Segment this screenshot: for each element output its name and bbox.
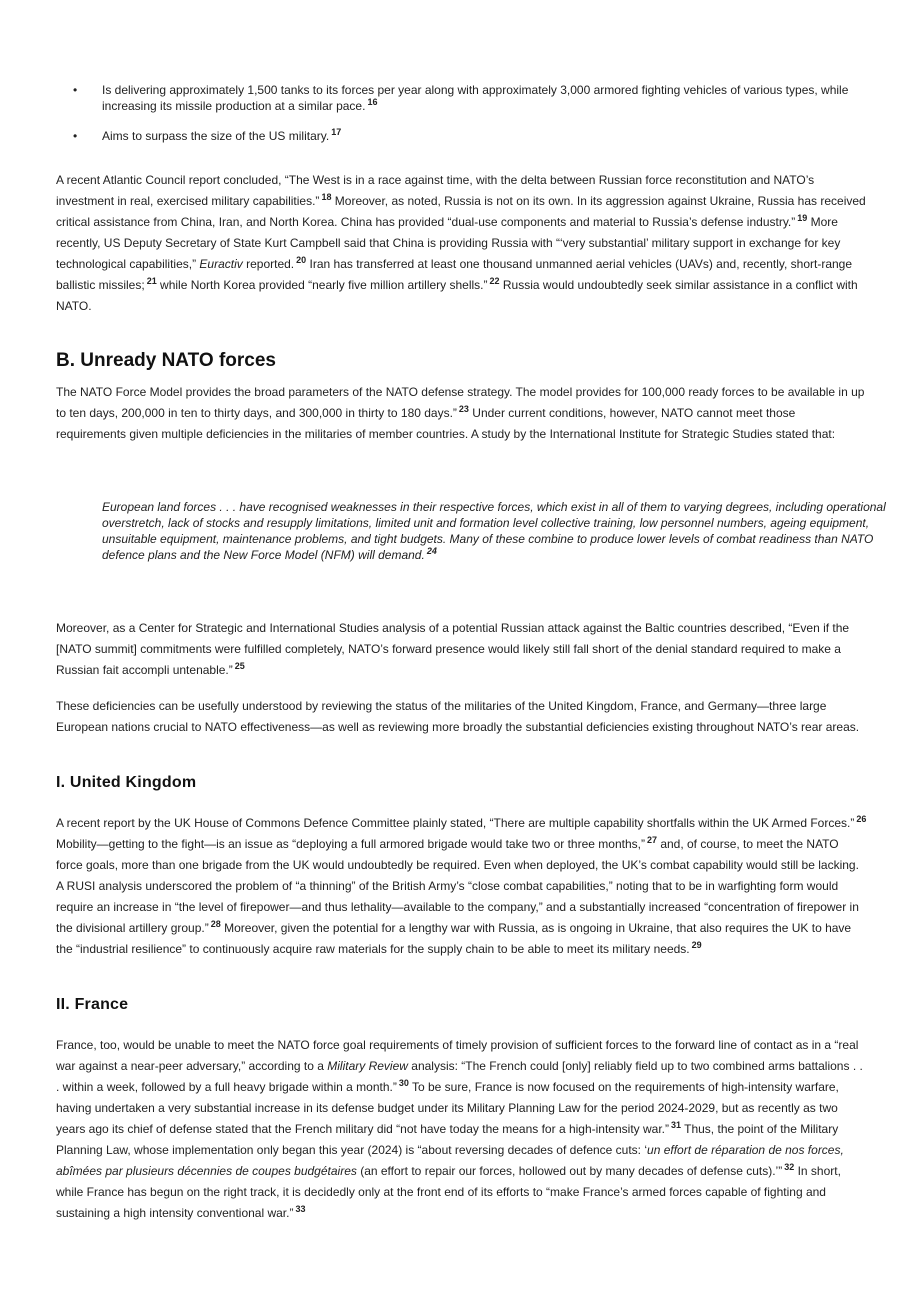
bullet-icon: • (73, 129, 78, 143)
bullet-icon: • (73, 83, 78, 97)
footnote-ref[interactable]: 16 (367, 97, 378, 107)
footnote-ref[interactable]: 25 (234, 661, 245, 671)
section-heading-united-kingdom: I. United Kingdom (56, 774, 197, 791)
bullet-list (56, 82, 868, 158)
footnote-ref[interactable]: 30 (398, 1078, 409, 1088)
footnote-ref[interactable]: 31 (671, 1120, 682, 1130)
footnote-ref[interactable]: 33 (295, 1204, 306, 1214)
footnote-ref[interactable]: 24 (426, 546, 437, 556)
footnote-ref[interactable]: 21 (146, 276, 157, 286)
paragraph-csis: Moreover, as a Center for Strategic and International Studies analysis of a potential Russian attack against the Baltic countries described, “Even if the [NATO summit] commitments were fulfilled completely, NATO’s forward presence would likely still fall short of the denial standard required to make a Russian fait accompli untenable.” $^{25}$ (56, 621, 850, 677)
paragraph-deficiencies: These deficiencies can be usefully understood by reviewing the status of the militaries of the United Kingdom, France, and Germany—three large European nations crucial to NATO effectiveness—as well as reviewing more broadly the substantial deficiencies existing throughout NATO’s rear areas. (56, 699, 860, 734)
footnote-ref[interactable]: 26 (856, 814, 867, 824)
paragraph-atlantic-council: A recent Atlantic Council report concluded, “The West is in a race against time, with the delta between Russian force reconstitution and NATO’s investment in real, exercised military capabilities.” $^{18}$ Moreover, as noted, Russia is not on its own. In its aggression against Ukraine, Russia has received critical assistance from China, Iran, and North Korea. China has provided “dual-use components and material to Russia’s defense industry.” $^{19}$ More recently, US Deputy Secretary of State Kurt Campbell said that China is providing Russia with “‘very substantial’ military support in exchange for key technological capabilities,” Euractiv reported. $^{20}$ Iran has transferred at least one thousand unmanned aerial vehicles (UAVs) and, recently, short-range ballistic missiles; $^{21}$ while North Korea provided “nearly five million artillery shells.” $^{22}$ Russia would undoubtedly seek similar assistance in a conflict with NATO. (56, 173, 866, 313)
footnote-ref[interactable]: 19 (797, 213, 808, 223)
footnote-ref[interactable]: 22 (489, 276, 500, 286)
footnote-ref[interactable]: 27 (646, 835, 657, 845)
section-heading-france: II. France (56, 996, 129, 1013)
paragraph-nato-force-model: The NATO Force Model provides the broad parameters of the NATO defense strategy. The model provides for 100,000 ready forces to be available in up to ten days, 200,000 in ten to thirty days, and 300,000 in thirty to 180 days.” $^{23}$ Under current conditions, however, NATO cannot meet those requirements given multiple deficiencies in the militaries of member countries. A study by the International Institute for Strategic Studies stated that: (56, 385, 865, 441)
footnote-ref[interactable]: 32 (784, 1162, 795, 1172)
paragraph-france: France, too, would be unable to meet the NATO force goal requirements of timely provision of sufficient forces to the forward line of contact as in a “real war against a near-peer adversary,” according to a Military Review analysis: “The French could [only] reliably field up to two combined arms battalions . . . within a week, followed by a full heavy brigade within a month.” $^{30}$ To be sure, France is now focused on the requirements of high-intensity warfare, having undertaken a very substantial increase in its defense budget under its Military Planning Law for the period 2024-2029, but as recently as two years ago its chief of defense stated that the French military did “not have today the means for a high-intensity war.” $^{31}$ Thus, the point of the Military Planning Law, whose implementation only began this year (2024) is “about reversing decades of defence cuts: ‘un effort de réparation de nos forces, abîmées par plusieurs décennies de coupes budgétaires (an effort to repair our forces, hollowed out by many decades of defense cuts).’” $^{32}$ In short, while France has begun on the right track, it is decidedly only at the front end of its efforts to “make France’s armed forces capable of fighting and sustaining a high intensity conventional war.” $^{33}$ (56, 1038, 863, 1220)
list-item: • Is delivering approximately 1,500 tanks to its forces per year along with approximately 3,000 armored fighting vehicles of various types, while increasing its missile production at a similar pace. $^{16}$ (73, 83, 849, 113)
list-item: • Aims to surpass the size of the US military. $^{17}$ (73, 127, 342, 143)
footnote-ref[interactable]: 20 (296, 255, 307, 265)
footnote-ref[interactable]: 17 (331, 127, 342, 137)
section-heading-unready-nato: B. Unready NATO forces (56, 350, 276, 371)
block-quote: European land forces . . . have recognised weaknesses in their respective forces, which exist in all of them to varying degrees, including operational overstretch, lack of stocks and resupply limitations, limited unit and formation level collective training, low personnel numbers, ageing equipment, unsuitable equipment, maintenance problems, and tight budgets. Many of these combine to produce lower levels of combat readiness than NATO defence plans and the New Force Model (NFM) will demand. $^{24}$ (102, 500, 886, 562)
footnote-ref[interactable]: 23 (458, 404, 469, 414)
footnote-ref[interactable]: 18 (321, 192, 332, 202)
footnote-ref[interactable]: 29 (691, 940, 702, 950)
footnote-ref[interactable]: 28 (210, 919, 221, 929)
paragraph-united-kingdom: A recent report by the UK House of Commons Defence Committee plainly stated, “There are multiple capability shortfalls within the UK Armed Forces.” $^{26}$ Mobility—getting to the fight—is an issue as “deploying a full armored brigade would take two or three months,” $^{27}$ and, of course, to meet the NATO force goals, more than one brigade from the UK would undoubtedly be required. Even when deployed, the UK’s combat capability would still be lacking. A RUSI analysis underscored the problem of “a thinning” of the British Army’s “close combat capabilities,” noting that to be in warfighting form would require an increase in “the level of firepower—and thus lethality—available to the company,” and a substantially increased “concentration of firepower in the divisional artillery group.” $^{28}$ Moreover, given the potential for a lengthy war with Russia, as is ongoing in Ukraine, that also requires the UK to have the “industrial resilience” to continuously acquire raw materials for the supply chain to be able to meet its military needs. $^{29}$ (56, 814, 867, 956)
